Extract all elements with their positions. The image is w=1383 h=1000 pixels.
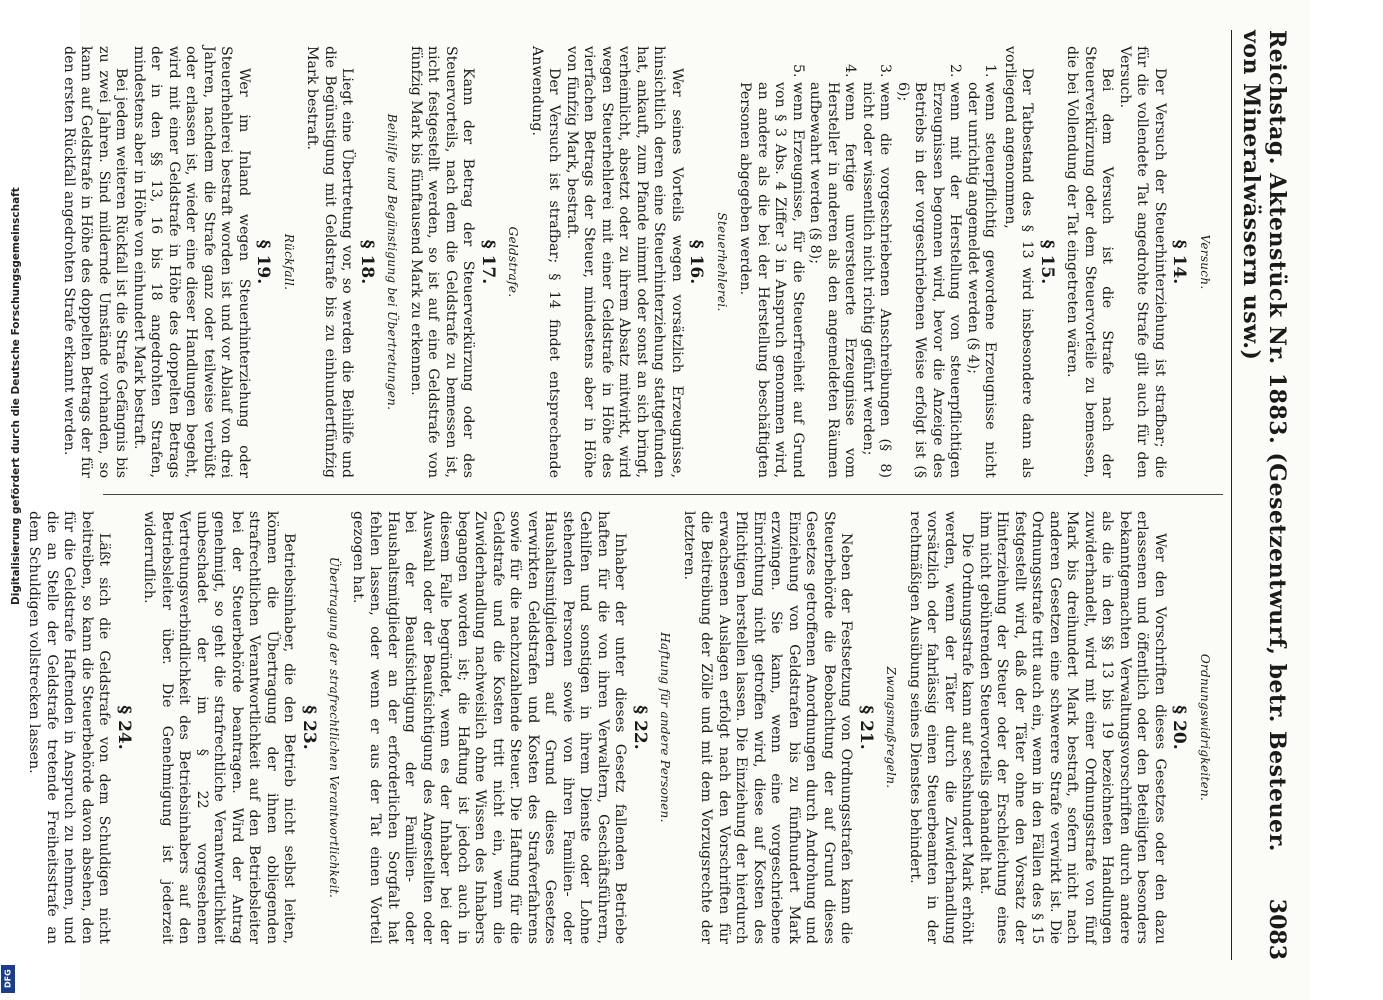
- page-title: Reichstag. Aktenstück Nr. 1883. (Gesetzentwurf, betr. Besteuer. von Mineralwässern usw.): [1238, 30, 1290, 852]
- page-number: 3083: [1264, 898, 1290, 960]
- document-page: [26, 0, 1310, 1000]
- section-heading: § 23.: [299, 705, 319, 750]
- list-item: 5. wenn Erzeugnisse, für die Steuerfreiheit auf Grund von § 3 Abs. 4 Ziffer 3 in Anspruch genommen wird, an andere als die bei der Herstellung beschäftigten Personen abgegeben werden.: [736, 82, 806, 478]
- section-heading: § 24.: [114, 705, 134, 750]
- enumerated-list: [736, 46, 999, 478]
- section-caption: Beihilfe und Begünstigung bei Übertretungen.: [385, 113, 400, 411]
- paragraph: Wer im Inland wegen Steuerhinterziehung oder Steuerhehlerei bestraft worden ist und vor Ablauf von drei Jahren, nachdem die Strafe ganz oder teilweise verbüßt oder erlassen ist, wieder eine dieser Handlungen begeht, wird mit einer Geldstrafe in Höhe des doppelten Betrags der in den §§ 13, 16 bis 18 angedrohten Strafen, mindestens aber in Höhe von einhundert Mark bestraft.: [131, 46, 252, 478]
- paragraph: Wer den Vorschriften dieses Gesetzes oder den dazu erlassenen und öffentlich oder den Beteiligten besonders bekanntgemachten Verwaltungsvorschriften durch andere als die in den §§ 13 bis 19 bezeichneten Handlungen zuwiderhandelt, wird mit einer Ordnungsstrafe von fünf Mark bis dreihundert Mark bestraft, sofern nicht nach anderen Gesetzen eine schwerere Strafe verwirkt ist. Die Ordnungsstrafe tritt auch ein, wenn in den Fällen des § 15 festgestellt wird, daß der Täter ohne den Vorsatz der Hinterziehung der Steuer oder der Erschleichung eines ihm nicht gebührenden Steuervorteils gehandelt hat.: [977, 511, 1168, 944]
- right-column: [26, 495, 1223, 960]
- section-heading: § 16.: [686, 239, 707, 285]
- list-item: 3. wenn die vorgeschriebenen Anschreibungen (§ 8) nicht oder wissentlich nicht richtig geführt werden;: [859, 82, 894, 478]
- list-item: 4. wenn fertige unversteuerte Erzeugnisse vom Hersteller in anderen als den angemeldeten Räumen aufbewahrt werden (§ 8);: [806, 82, 859, 478]
- digitization-credit: Digitalisierung gefördert durch die Deutsche Forschungsgemeinschaft: [10, 187, 22, 605]
- paragraph: Der Tatbestand des § 13 wird insbesondere dann als vorliegend angenommen,: [1002, 46, 1036, 478]
- section-caption: Haftung für andere Personen.: [658, 632, 673, 823]
- page-header: [1231, 30, 1290, 960]
- paragraph: Bei dem Versuch ist die Strafe nach der Steuerverkürzung oder dem Steuervorteile zu bemessen, die bei Vollendung der Tat eingetreten wären.: [1064, 46, 1116, 478]
- section-caption: Ordnungswidrigkeiten.: [1198, 653, 1212, 802]
- section-heading: § 21.: [856, 705, 876, 750]
- paragraph: Die Ordnungsstrafe kann auf sechshundert Mark erhöht werden, wenn der Täter durch die Zuwiderhandlung vorsätzlich oder fahrlässig einen Steuerbeamten in der rechtmäßigen Ausübung seines Dienstes behindert.: [907, 511, 976, 944]
- section-heading: § 15.: [1037, 239, 1057, 285]
- paragraph: Der Versuch ist strafbar; § 14 findet entsprechende Anwendung.: [529, 46, 563, 478]
- section-caption: Geldstrafe.: [506, 226, 521, 298]
- paragraph: Kann der Betrag der Steuerverkürzung oder des Steuervorteils, nach dem die Geldstrafe zu bemessen ist, nicht festgestellt werden, so ist auf eine Geldstrafe von fünfzig Mark bis fünftausend Mark zu erkennen.: [408, 46, 477, 478]
- paragraph: Läßt sich die Geldstrafe von dem Schuldigen nicht beitreiben, so kann die Steuerbehörde davon absehen, den für die Geldstrafe Haftenden in Anspruch zu nehmen, und die an Stelle der Geldstrafe tretende Freiheitsstrafe an dem Schuldigen vollstrecken lassen.: [26, 511, 113, 944]
- left-column: [61, 30, 1223, 495]
- text-columns: [26, 30, 1223, 960]
- section-caption: Steuerhehlerei.: [715, 212, 729, 312]
- list-item: 1. wenn steuerpflichtig gewordene Erzeugnisse nicht oder unrichtig angemeldet werden (§ 4);: [964, 82, 999, 478]
- list-item: 2. wenn mit der Herstellung von steuerpflichtigen Erzeugnissen begonnen wird, bevor die Anzeige des Betriebs in der vorgeschriebenen Weise erfolgt ist (§ 6);: [894, 82, 964, 478]
- section-caption: Übertragung der strafrechtlichen Verantwortlichkeit.: [327, 556, 342, 899]
- section-heading: § 14.: [1169, 239, 1190, 285]
- section-heading: § 22.: [630, 705, 650, 750]
- dfg-logo-icon: DFG: [1, 965, 15, 993]
- section-caption: Zwangsmaßregeln.: [884, 666, 899, 789]
- paragraph: Der Versuch der Steuerhinterziehung ist strafbar; die für die vollendete Tat angedrohte Strafe gilt auch für den Versuch.: [1117, 46, 1168, 478]
- section-heading: § 18.: [357, 239, 377, 285]
- section-heading: § 17.: [478, 239, 498, 285]
- paragraph: Neben der Festsetzung von Ordnungsstrafen kann die Steuerbehörde die Beobachtung der auf Grund dieses Gesetzes getroffenen Anordnungen durch Androhung und Einziehung von Geldstrafen bis zu fünfhundert Mark erzwingen. Sie kann, wenn eine vorgeschriebene Einrichtung nicht getroffen wird, diese auf Kosten des Pflichtigen herstellen lassen. Die Einziehung der hierdurch erwachsenen Auslagen erfolgt nach den Vorschriften für die Beitreibung der Zölle und mit dem Vorzugsrechte der letzteren.: [681, 511, 855, 944]
- section-heading: § 19.: [253, 239, 274, 285]
- paragraph: Wer seines Vorteils wegen vorsätzlich Erzeugnisse, hinsichtlich deren eine Steuerhinterziehung stattgefunden hat, ankauft, zum Pfande nimmt oder sonst an sich bringt, verheimlicht, absetzt oder zu ihrem Absatz mitwirkt, wird wegen Steuerhehlerei mit einer Geldstrafe in Höhe des vierfachen Betrags der Steuer, mindestens aber in Höhe von fünfzig Mark, bestraft.: [564, 46, 685, 478]
- paragraph: Liegt eine Übertretung vor, so werden die Beihilfe und die Begünstigung mit Geldstrafe bis zu einhundertfünfzig Mark bestraft.: [304, 46, 356, 478]
- paragraph: Bei jedem weiteren Rückfall ist die Strafe Gefängnis bis zu zwei Jahren. Sind mildernde Umstände vorhanden, so kann auf Geldstrafe in Höhe des doppelten Betrags der für den ersten Rückfall angedrohten Strafe erkannt werden.: [61, 46, 130, 478]
- section-caption: Rückfall.: [282, 233, 296, 291]
- paragraph: Betriebsinhaber, die den Betrieb nicht selbst leiten, können die Übertragung der ihnen obliegenden strafrechtlichen Verantwortlichkeit auf den Betriebsleiter bei der Steuerbehörde beantragen. Wird der Antrag genehmigt, so geht die strafrechtliche Verantwortlichkeit unbeschadet der im § 22 vorgesehenen Vertretungsverbindlichkeit des Betriebsinhabers auf den Betriebsleiter über. Die Genehmigung ist jederzeit widerruflich.: [141, 511, 298, 944]
- paragraph: Inhaber der unter dieses Gesetz fallenden Betriebe haften für die von ihren Verwaltern, Geschäftsführern, Gehilfen und sonstigen in ihrem Dienste oder Lohne stehenden Personen sowie von ihren Familien- oder Haushaltsmitgliedern auf Grund dieses Gesetzes verwirkten Geldstrafen und Kosten des Strafverfahrens sowie für die nachzuzahlende Steuer. Die Haftung für die Geldstrafe und die Kosten tritt nicht ein, wenn die Zuwiderhandlung nachweislich ohne Wissen des Inhabers begangen worden ist; die Haftung ist jedoch auch in diesem Falle begründet, wenn es der Inhaber bei der Auswahl oder der Beaufsichtigung des Angestellten oder bei der Beaufsichtigung der Familien- oder Haushaltsmitglieder an der erforderlichen Sorgfalt hat fehlen lassen, oder wenn er aus der Tat einen Vorteil gezogen hat.: [350, 511, 629, 944]
- section-caption: Versuch.: [1198, 234, 1212, 290]
- section-heading: § 20.: [1169, 705, 1190, 750]
